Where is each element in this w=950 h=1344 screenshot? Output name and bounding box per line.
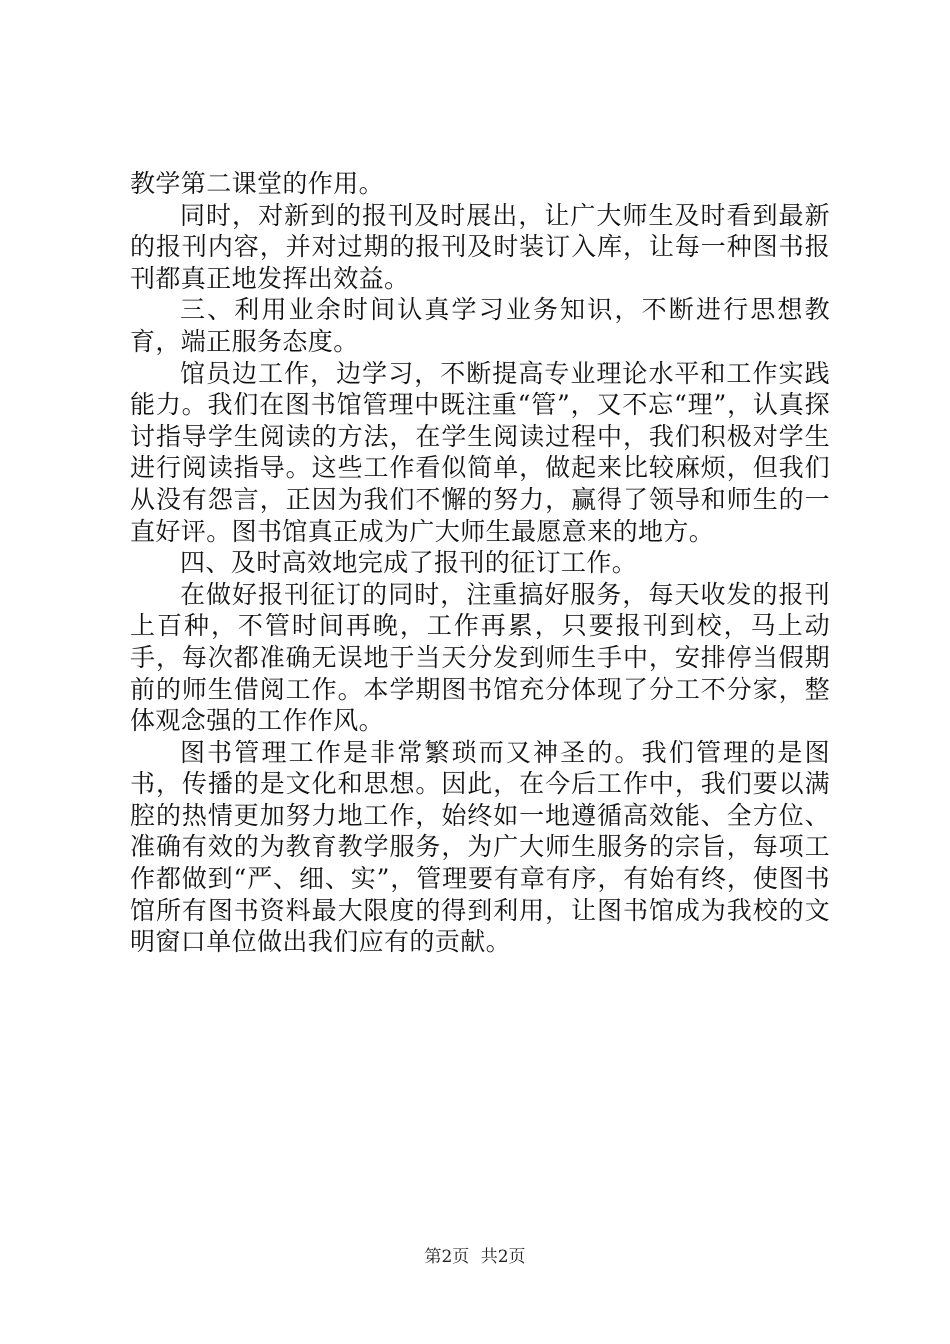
page-footer — [0, 1242, 950, 1267]
paragraph-2: 同时，对新到的报刊及时展出，让广大师生及时看到最新的报刊内容，并对过期的报刊及时装订入库，让每一种图书报刊都真正地发挥出效益。 — [130, 200, 830, 293]
document-body — [130, 168, 830, 958]
paragraph-7: 图书管理工作是非常繁琐而又神圣的。我们管理的是图书，传播的是文化和思想。因此，在今后工作中，我们要以满腔的热情更加努力地工作，始终如一地遵循高效能、全方位、准确有效的为教育教学服务，为广大师生服务的宗旨，每项工作都做到“严、细、实”，管理要有章有序，有始有终，使图书馆所有图书资料最大限度的得到利用，让图书馆成为我校的文明窗口单位做出我们应有的贡献。 — [130, 737, 830, 957]
page-total: 共2页 — [480, 1247, 526, 1267]
section-heading-3: 三、利用业余时间认真学习业务知识，不断进行思想教育，端正服务态度。 — [130, 295, 830, 356]
paragraph-6: 在做好报刊征订的同时，注重搞好服务，每天收发的报刊上百种，不管时间再晚，工作再累，只要报刊到校，马上动手，每次都准确无误地于当天分发到师生手中，安排停当假期前的师生借阅工作。本学期图书馆充分体现了分工不分家，整体观念强的工作作风。 — [130, 579, 830, 736]
page-number: 第2页 — [424, 1247, 470, 1267]
paragraph-1: 教学第二课堂的作用。 — [130, 169, 385, 198]
paragraph-4: 馆员边工作，边学习，不断提高专业理论水平和工作实践能力。我们在图书馆管理中既注重“管”，又不忘“理”，认真探讨指导学生阅读的方法，在学生阅读过程中，我们积极对学生进行阅读指导。这些工作看似简单，做起来比较麻烦，但我们从没有怨言，正因为我们不懈的努力，赢得了领导和师生的一直好评。图书馆真正成为广大师生最愿意来的地方。 — [130, 358, 830, 546]
section-heading-4: 四、及时高效地完成了报刊的征订工作。 — [180, 548, 638, 578]
